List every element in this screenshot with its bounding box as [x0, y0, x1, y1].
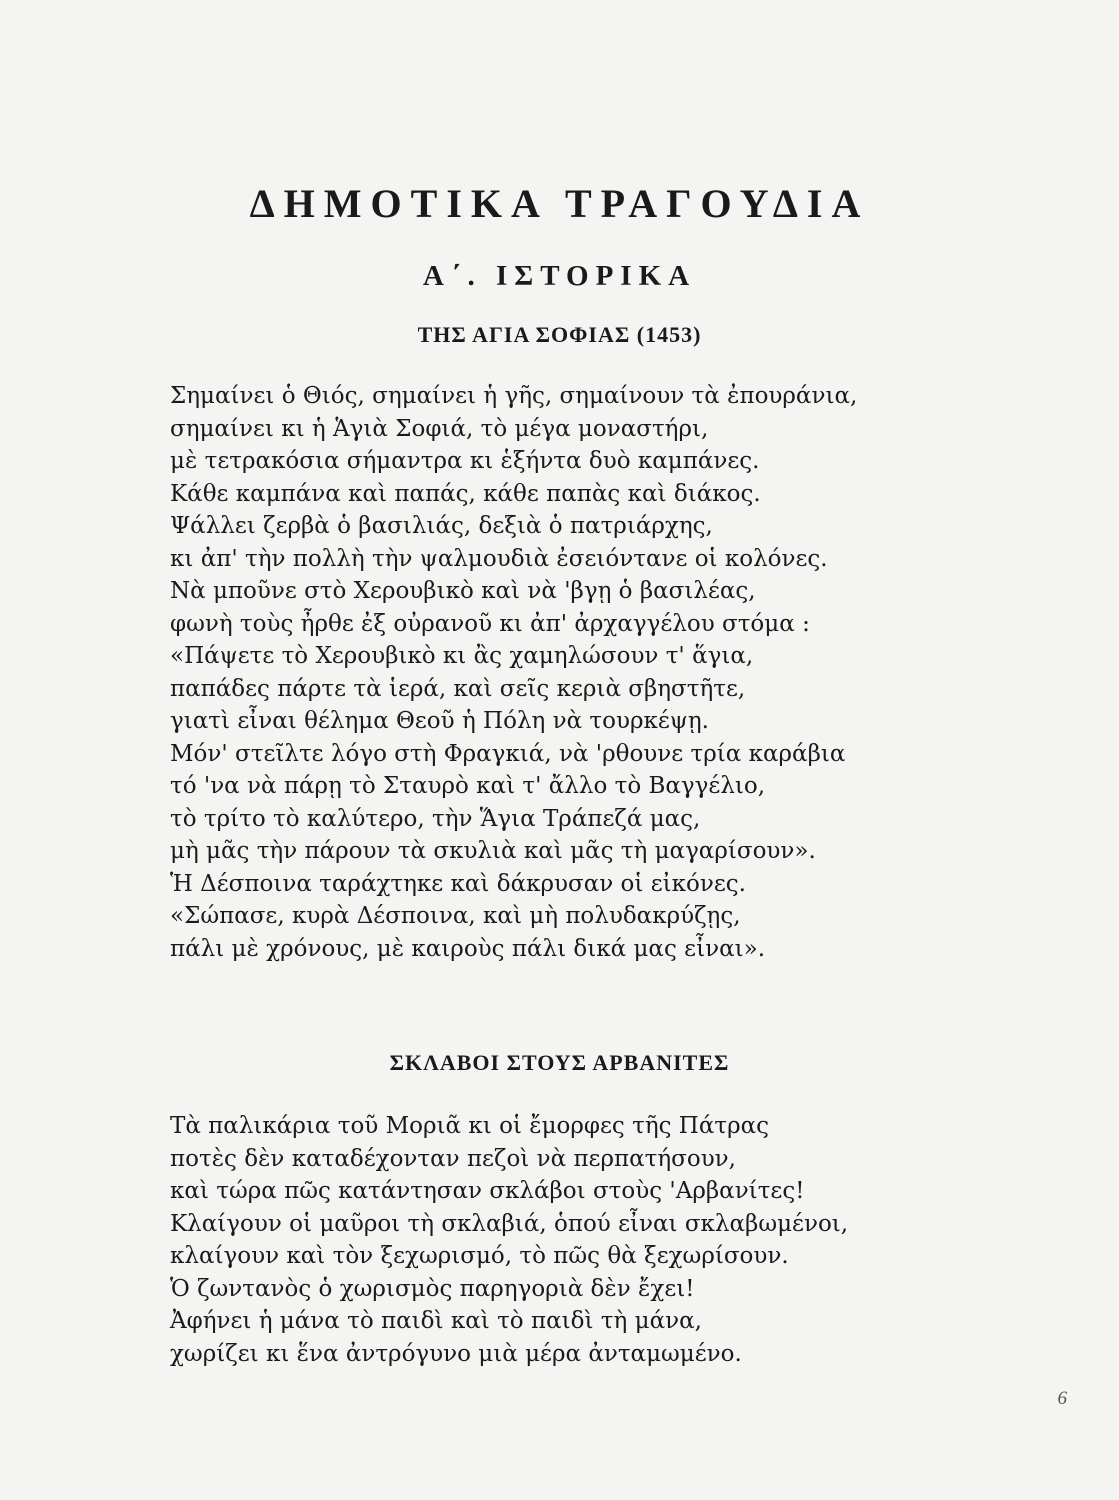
verse-line: Ἡ Δέσποινα ταράχτηκε καὶ δάκρυσαν οἱ εἰκόνες. — [170, 870, 746, 897]
verse-line: Κλαίγουν οἱ μαῦροι τὴ σκλαβιά, ὁπού εἶναι σκλαβωμένοι, — [170, 1210, 849, 1237]
verse-line: μὴ μᾶς τὴν πάρουν τὰ σκυλιὰ καὶ μᾶς τὴ μαγαρίσουν». — [170, 838, 816, 864]
verse-line: κλαίγουν καὶ τὸν ξεχωρισμό, τὸ πῶς θὰ ξεχωρίσουν. — [170, 1243, 789, 1269]
section-title: Α΄. ΙΣΤΟΡΙΚΑ — [422, 260, 697, 292]
verse-line: τό 'να νὰ πάρῃ τὸ Σταυρὸ καὶ τ' ἄλλο τὸ Βαγγέλιο, — [170, 773, 766, 799]
verse-line: Ὁ ζωντανὸς ὁ χωρισμὸς παρηγοριὰ δὲν ἔχει! — [170, 1275, 695, 1302]
song-title-agia-sofia: ΤΗΣ ΑΓΙΑ ΣΟΦΙΑΣ (1453) — [417, 322, 702, 347]
verse-line: σημαίνει κι ἡ Ἁγιὰ Σοφιά, τὸ μέγα μοναστήρι, — [170, 415, 709, 442]
song-verses-agia-sofia — [170, 380, 1050, 965]
verse-line: Κάθε καμπάνα καὶ παπάς, κάθε παπὰς καὶ διάκος. — [170, 480, 761, 507]
verse-line: παπάδες πάρτε τὰ ἱερά, καὶ σεῖς κεριὰ σβηστῆτε, — [170, 675, 746, 702]
verse-line: Νὰ μποῦνε στὸ Χερουβικὸ καὶ νὰ 'βγῃ ὁ βασιλέας, — [170, 578, 756, 604]
verse-line: Τὰ παλικάρια τοῦ Μοριᾶ κι οἱ ἔμορφες τῆς Πάτρας — [170, 1113, 770, 1139]
verse-line: καὶ τώρα πῶς κατάντησαν σκλάβοι στοὺς 'Αρβανίτες! — [170, 1178, 805, 1204]
verse-line: Ἀφήνει ἡ μάνα τὸ παιδὶ καὶ τὸ παιδὶ τὴ μάνα, — [170, 1308, 702, 1334]
song-verses-sklavoi — [170, 1110, 1050, 1370]
verse-line: πάλι μὲ χρόνους, μὲ καιροὺς πάλι δικά μας εἶναι». — [170, 935, 766, 962]
verse-line: μὲ τετρακόσια σήμαντρα κι ἑξήντα δυὸ καμπάνες. — [170, 448, 760, 474]
verse-line: τὸ τρίτο τὸ καλύτερο, τὴν Ἅγια Τράπεζά μας, — [170, 805, 701, 832]
verse-line: γιατὶ εἶναι θέλημα Θεοῦ ἡ Πόλη νὰ τουρκέψῃ. — [170, 708, 709, 734]
verse-line: «Πάψετε τὸ Χερουβικὸ κι ἂς χαμηλώσουν τ' ἅγια, — [170, 643, 754, 669]
verse-line: Σημαίνει ὁ Θιός, σημαίνει ἡ γῆς, σημαίνουν τὰ ἐπουράνια, — [170, 383, 858, 409]
song-title-sklavoi: ΣΚΛΑΒΟΙ ΣΤΟΥΣ ΑΡΒΑΝΙΤΕΣ — [389, 1050, 730, 1075]
verse-line: Ψάλλει ζερβὰ ὁ βασιλιάς, δεξιὰ ὁ πατριάρχης, — [170, 513, 713, 539]
main-title: ΔΗΜΟΤΙΚΑ ΤΡΑΓΟΥΔΙΑ — [249, 181, 870, 226]
verse-line: φωνὴ τοὺς ἦρθε ἐξ οὐρανοῦ κι ἀπ' ἀρχαγγέλου στόμα : — [170, 610, 810, 637]
verse-line: Μόν' στεῖλτε λόγο στὴ Φραγκιά, νὰ 'ρθουνε τρία καράβια — [170, 740, 846, 767]
page-number: 6 — [1057, 1388, 1067, 1409]
verse-line: χωρίζει κι ἕνα ἀντρόγυνο μιὰ μέρα ἀνταμωμένο. — [170, 1340, 742, 1367]
verse-line: ποτὲς δὲν καταδέχονταν πεζοὶ νὰ περπατήσουν, — [170, 1145, 736, 1172]
verse-line: κι ἀπ' τὴν πολλὴ τὴν ψαλμουδιὰ ἐσειόντανε οἱ κολόνες. — [170, 545, 828, 572]
verse-line: «Σώπασε, κυρὰ Δέσποινα, καὶ μὴ πολυδακρύζῃς, — [170, 903, 741, 929]
